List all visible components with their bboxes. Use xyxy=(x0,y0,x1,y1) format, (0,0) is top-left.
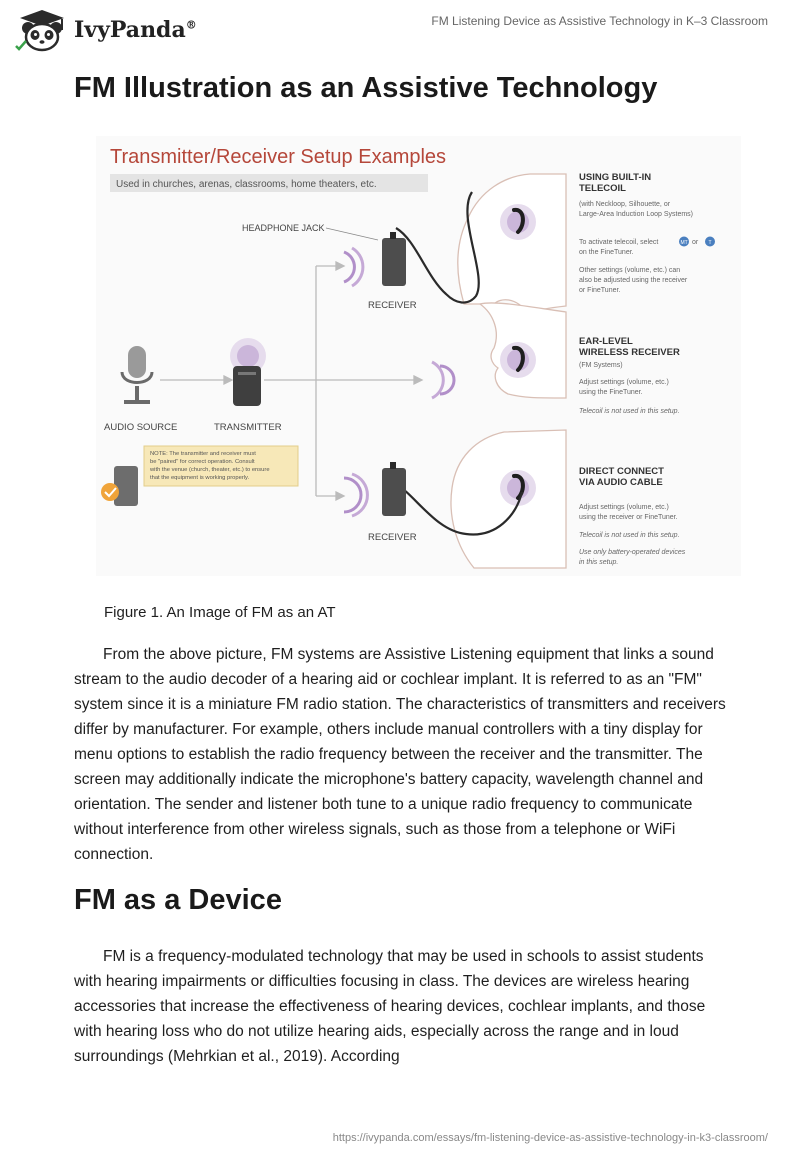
panel-telecoil xyxy=(579,172,715,294)
headphone-jack-label: HEADPHONE JACK xyxy=(242,223,325,233)
section-heading-fm-device: FM as a Device xyxy=(74,884,282,916)
figure-caption: Figure 1. An Image of FM as an AT xyxy=(104,604,336,621)
svg-text:Adjust settings (volume, etc.): Adjust settings (volume, etc.) xyxy=(579,379,669,386)
ear-telecoil-icon xyxy=(500,204,536,240)
svg-text:that the equipment is working: that the equipment is working properly. xyxy=(150,475,250,481)
svg-text:EAR-LEVEL: EAR-LEVEL xyxy=(579,336,633,347)
svg-text:using the FineTuner.: using the FineTuner. xyxy=(579,389,643,396)
receiver-bottom-label: RECEIVER xyxy=(368,532,417,543)
fm-setup-figure xyxy=(96,136,741,576)
svg-text:Telecoil is not used in this s: Telecoil is not used in this setup. xyxy=(579,532,680,539)
svg-text:also be adjusted using the rec: also be adjusted using the receiver xyxy=(579,277,688,284)
fm-diagram xyxy=(96,136,741,576)
svg-text:or FineTuner.: or FineTuner. xyxy=(579,287,621,294)
svg-text:WIRELESS RECEIVER: WIRELESS RECEIVER xyxy=(579,347,680,358)
svg-text:VIA AUDIO CABLE: VIA AUDIO CABLE xyxy=(579,477,663,488)
svg-text:on the FineTuner.: on the FineTuner. xyxy=(579,249,634,256)
svg-text:(with Neckloop, Silhouette, or: (with Neckloop, Silhouette, or xyxy=(579,201,671,208)
transmitter-label: TRANSMITTER xyxy=(214,422,282,433)
svg-text:Use only battery-operated devi: Use only battery-operated devices xyxy=(579,549,686,556)
ear-direct-icon xyxy=(500,470,536,506)
svg-text:using the receiver or FineTune: using the receiver or FineTuner. xyxy=(579,514,678,521)
source-url[interactable]: https://ivypanda.com/essays/fm-listening-device-as-assistive-technology-in-k3-classroom/ xyxy=(332,1132,768,1144)
ivypanda-logo[interactable] xyxy=(12,8,212,52)
svg-text:NOTE: The transmitter and rece: NOTE: The transmitter and receiver must xyxy=(150,451,256,457)
svg-text:TELECOIL: TELECOIL xyxy=(579,183,626,194)
panel-direct-connect xyxy=(579,466,686,566)
page-header xyxy=(0,0,800,60)
svg-text:To activate telecoil, select: To activate telecoil, select xyxy=(579,239,659,246)
figure-subtitle: Used in churches, arenas, classrooms, home theaters, etc. xyxy=(116,179,377,190)
svg-text:(FM Systems): (FM Systems) xyxy=(579,362,623,369)
logo-text: IvyPanda xyxy=(74,17,186,43)
svg-text:with the venue (church, theate: with the venue (church, theater, etc.) to ensure xyxy=(150,467,270,473)
svg-text:Telecoil is not used in this s: Telecoil is not used in this setup. xyxy=(579,408,680,415)
svg-text:MT: MT xyxy=(680,240,688,246)
panda-icon xyxy=(12,8,72,52)
receiver-bottom-icon xyxy=(344,462,406,516)
ear-wireless-icon xyxy=(500,342,536,378)
figure-title: Transmitter/Receiver Setup Examples xyxy=(110,146,447,168)
svg-text:Adjust settings (volume, etc.): Adjust settings (volume, etc.) xyxy=(579,504,669,511)
svg-text:in this setup.: in this setup. xyxy=(579,559,619,566)
svg-text:be "paired" for correct operat: be "paired" for correct operation. Consult xyxy=(150,459,255,465)
audio-source-label: AUDIO SOURCE xyxy=(104,422,178,433)
svg-text:or: or xyxy=(692,239,699,246)
svg-text:T: T xyxy=(708,240,712,246)
svg-text:DIRECT CONNECT: DIRECT CONNECT xyxy=(579,466,664,477)
document-title: FM Listening Device as Assistive Technology in K–3 Classroom xyxy=(431,14,768,28)
receiver-top-label: RECEIVER xyxy=(368,300,417,311)
transmitter-icon xyxy=(230,338,266,406)
paragraph-fm-systems: From the above picture, FM systems are Assistive Listening equipment that links a sound stream to the audio decoder of a hearing aid or cochlear implant. It is referred to as an "FM" system since it is a miniature FM radio station. The characteristics of transmitters and receivers differ by manufacturer. For example, others include manual controllers with a tiny display for menu options to establish the radio frequency between the receiver and the transmitter. The screen may additionally indicate the microphone's battery capacity, wavelength channel and orientation. The sender and listener both tune to a unique radio frequency to communicate without interference from other wireless signals, such as those from a telephone or WiFi connection. xyxy=(74,646,726,863)
paragraph-fm-device: FM is a frequency-modulated technology that may be used in schools to assist students with hearing impairments or difficulties focusing in class. The devices are wireless hearing accessories that increase the effectiveness of hearing devices, cochlear implants, and those with hearing loss who do not utilize hearing aids, especially across the range and in loud surroundings (Mehrkian et al., 2019). According xyxy=(74,948,706,1065)
panel-ear-level xyxy=(579,336,680,415)
waves-to-ear-level xyxy=(432,362,454,398)
svg-text:Other settings (volume, etc.): Other settings (volume, etc.) can xyxy=(579,267,681,274)
svg-text:USING BUILT-IN: USING BUILT-IN xyxy=(579,172,652,183)
paired-devices-icon xyxy=(101,466,138,506)
receiver-top-icon xyxy=(344,232,406,286)
microphone-icon xyxy=(122,346,152,404)
section-heading-fm-illustration: FM Illustration as an Assistive Technology xyxy=(74,72,658,104)
head-silhouette-top xyxy=(458,174,566,314)
registered-mark: ® xyxy=(185,18,197,32)
svg-text:Large-Area Induction Loop Syst: Large-Area Induction Loop Systems) xyxy=(579,211,694,218)
